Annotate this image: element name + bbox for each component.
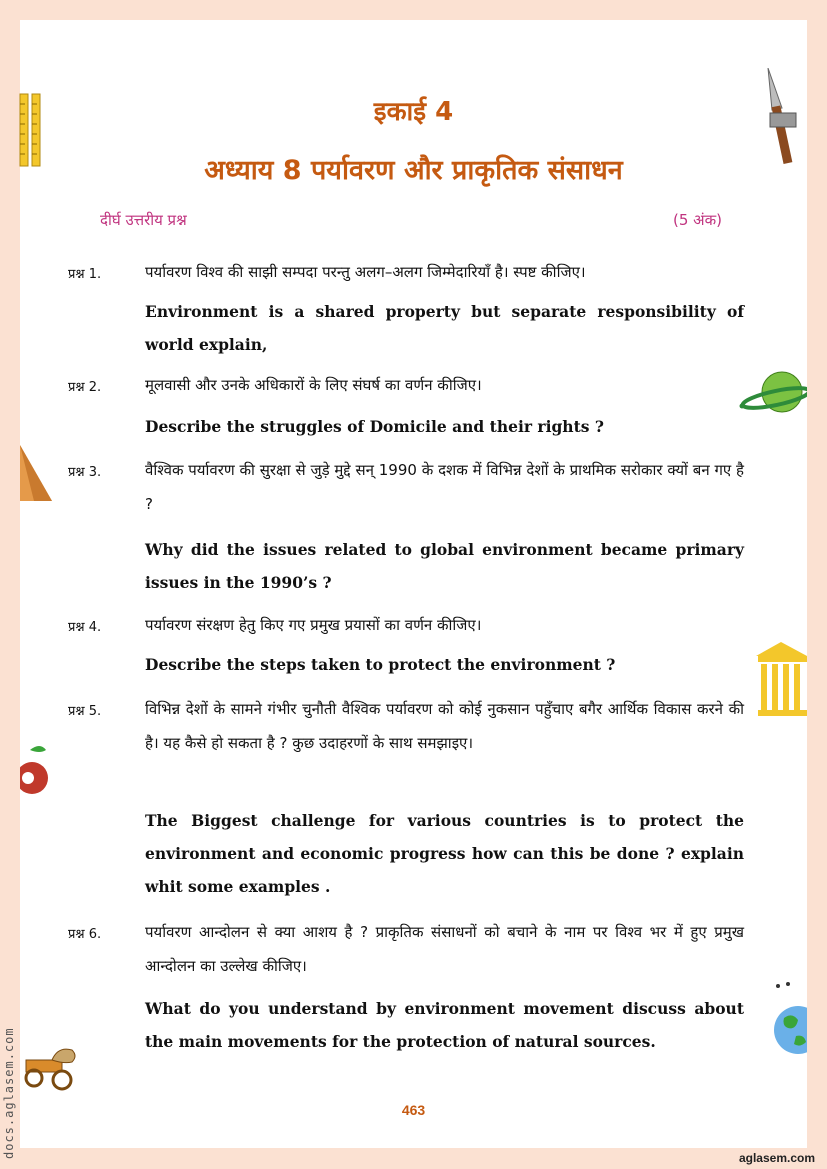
document-page: [20, 20, 807, 1148]
unit-title: इकाई 4: [373, 97, 454, 127]
chapter-title: अध्याय 8 पर्यावरण और प्राकृतिक संसाधन: [204, 155, 623, 186]
question-english: The Biggest challenge for various countries is to protect the environment and economic progress how can this be done ? explain whit some examples .: [145, 811, 744, 896]
question-number: प्रश्न 5.: [68, 704, 102, 719]
question-number: प्रश्न 3.: [68, 465, 102, 480]
question-number: प्रश्न 4.: [68, 620, 102, 635]
side-watermark: docs.aglasem.com: [2, 1027, 16, 1159]
saturn-planet-icon: [738, 370, 807, 418]
apple-icon: [20, 742, 54, 804]
chariot-icon: [22, 1040, 80, 1092]
question-hindi: वैश्विक पर्यावरण की सुरक्षा से जुड़े मुद्दे सन् 1990 के दशक में विभिन्न देशों के प्राथमिक सरोकार क्यों बन गए है ?: [145, 461, 744, 513]
question-english: What do you understand by environment movement discuss about the main movements for the protection of natural sources.: [145, 999, 744, 1051]
question-hindi: पर्यावरण विश्व की साझी सम्पदा परन्तु अलग–अलग जिम्मेदारियाँ है। स्पष्ट कीजिए।: [145, 263, 586, 281]
page-number: 463: [401, 1102, 426, 1118]
section-header: [100, 210, 722, 230]
site-name: aglasem.com: [738, 1151, 815, 1165]
pillared-building-icon: [756, 642, 807, 718]
question-number: प्रश्न 2.: [68, 380, 102, 395]
question-english: Why did the issues related to global environment became primary issues in the 1990’s ?: [145, 540, 744, 592]
question-hindi: मूलवासी और उनके अधिकारों के लिए संघर्ष का वर्णन कीजिए।: [145, 376, 482, 394]
question-hindi: पर्यावरण संरक्षण हेतु किए गए प्रमुख प्रयासों का वर्णन कीजिए।: [145, 616, 482, 634]
section-label: दीर्घ उत्तरीय प्रश्न: [100, 211, 187, 229]
question-number: प्रश्न 1.: [68, 267, 102, 282]
pyramid-icon: [20, 445, 54, 503]
globe-icon: [772, 980, 807, 1056]
question-english: Describe the steps taken to protect the environment ?: [145, 655, 616, 674]
question-hindi: विभिन्न देशों के सामने गंभीर चुनौती वैश्विक पर्यावरण को कोई नुकसान पहुँचाए बगैर आर्थिक विकास करने की है। यह कैसे हो सकता है ? कुछ उदाहरणों के साथ समझाइए।: [145, 700, 744, 752]
question-hindi: पर्यावरण आन्दोलन से क्या आशय है ? प्राकृतिक संसाधनों को बचाने के नाम पर विश्व भर में हुए प्रमुख आन्दोलन का उल्लेख कीजिए।: [145, 923, 744, 975]
question-number: प्रश्न 6.: [68, 927, 102, 942]
section-marks: (5 अंक): [673, 211, 722, 229]
question-english: Describe the struggles of Domicile and their rights ?: [145, 417, 604, 436]
question-english: Environment is a shared property but separate responsibility of world explain,: [145, 302, 744, 354]
